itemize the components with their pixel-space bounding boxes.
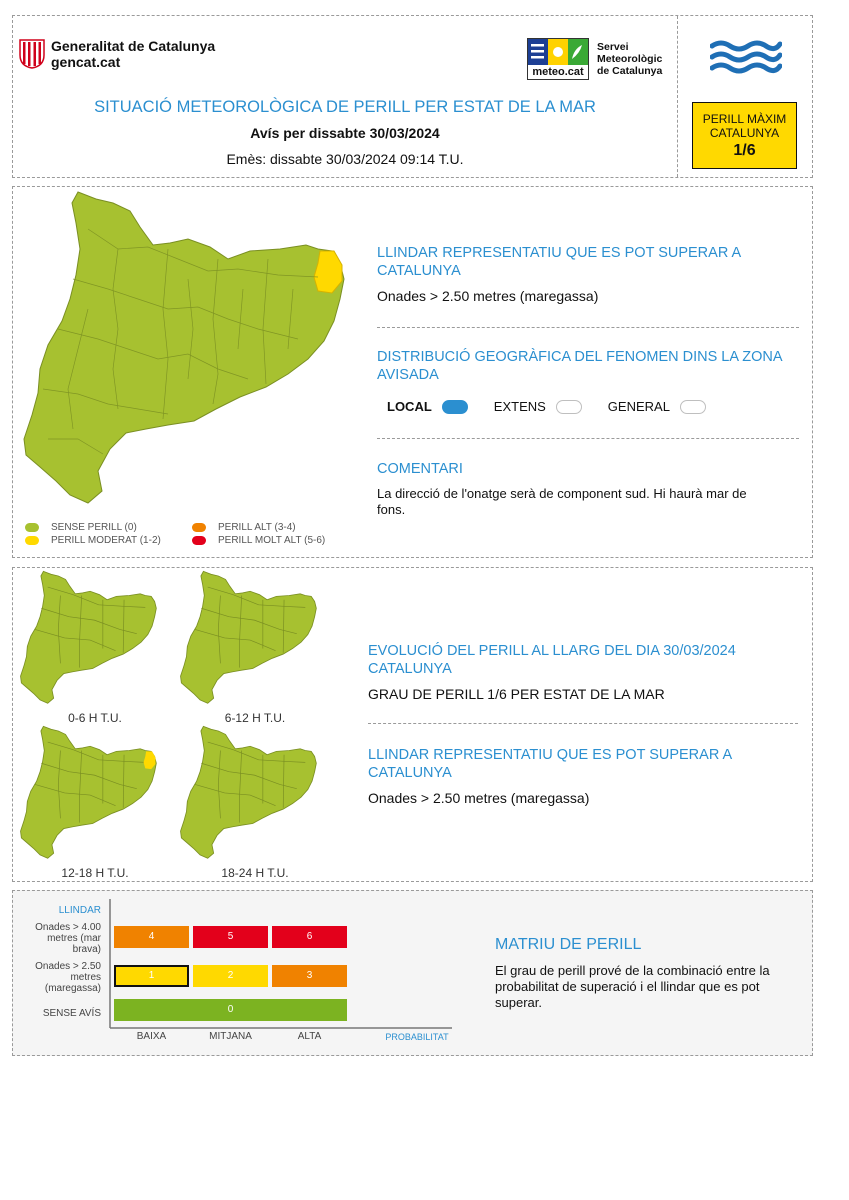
prob-axis-header: PROBABILITAT [385,1032,449,1042]
legend-none-label: SENSE PERILL (0) [51,522,137,533]
period-map[interactable] [18,570,158,708]
gencat-name: Generalitat de Catalunya [51,38,216,54]
legend-moderate [25,535,161,546]
evolution-threshold-text: Onades > 2.50 metres (maregassa) [368,790,590,806]
gencat-shield-icon [19,39,45,69]
toggle-general-label: GENERAL [607,399,670,414]
meteocat-brand: meteo.cat [532,66,584,78]
matrix-row-label-high: Onades > 4.00 metres (mar brava) [35,922,101,955]
matrix-text: El grau de perill prové de la combinació entre la probabilitat de superació i el llindar que es pot superar. [495,963,770,1010]
meteocat-logo[interactable] [527,38,662,80]
threshold-text: Onades > 2.50 metres (maregassa) [377,288,599,304]
max-danger-label: PERILL MÀXIM [702,112,787,126]
gencat-url: gencat.cat [51,54,121,70]
legend-high [192,522,296,533]
toggle-local-label: LOCAL [387,399,432,414]
prob-label-low: BAIXA [136,1031,167,1042]
matrix-llindar-header: LLINDAR [58,905,101,916]
page-title: SITUACIÓ METEOROLÒGICA DE PERILL PER ESTAT DE LA MAR [94,98,596,116]
meteocat-line2: Meteorològic [597,53,663,65]
matrix-cell-0: 0 [114,999,347,1021]
toggle-local[interactable] [387,399,468,414]
meteocat-badge [527,38,589,80]
sea-waves-icon [710,38,782,74]
matrix-cell-6: 6 [272,926,347,948]
max-danger-region: CATALUNYA [709,126,780,140]
period-label: 6-12 H T.U. [224,711,286,725]
matrix-cell-1-selected: 1 [114,965,189,987]
distribution-block [377,348,799,384]
period-label: 12-18 H T.U. [61,866,129,880]
period-map[interactable] [18,725,158,863]
evolution-text: GRAU DE PERILL 1/6 PER ESTAT DE LA MAR [368,686,665,702]
comment-block [377,460,799,518]
issued-time: Emès: dissabte 30/03/2024 09:14 T.U. [226,151,464,167]
meteocat-line1: Servei [597,41,629,53]
period-label: 0-6 H T.U. [68,711,122,725]
threshold-block [377,244,799,305]
toggle-extens-label: EXTENS [493,399,546,414]
comment-title: COMENTARI [377,461,463,477]
distribution-toggles [387,399,732,414]
toggle-extens[interactable] [494,399,582,414]
warning-date: Avís per dissabte 30/03/2024 [250,125,440,141]
legend-very-high [192,535,325,546]
legend-orange-swatch [192,523,206,532]
legend-very-high-label: PERILL MOLT ALT (5-6) [218,535,326,546]
weather-icons-icon [528,39,588,65]
matrix-cell-3: 3 [272,965,347,987]
meteocat-line3: de Catalunya [597,65,663,77]
evolution-threshold-title: LLINDAR REPRESENTATIU QUE ES POT SUPERAR A CATALUNYA [368,747,732,781]
distribution-title: DISTRIBUCIÓ GEOGRÀFICA DEL FENOMEN DINS LA ZONA AVISADA [377,349,782,383]
legend-green-swatch [25,523,39,532]
max-danger-box [692,102,797,169]
period-label: 18-24 H T.U. [221,866,289,880]
matrix-info-block [495,936,785,1011]
evolution-threshold-block [368,746,790,807]
matrix-cell-4: 4 [114,926,189,948]
prob-label-high: ALTA [297,1031,322,1042]
toggle-general[interactable] [608,399,706,414]
separator [377,327,799,328]
legend-moderate-label: PERILL MODERAT (1-2) [51,535,161,546]
period-map[interactable] [178,725,318,863]
toggle-local-switch[interactable] [442,400,468,414]
gencat-logo[interactable] [19,38,215,70]
evolution-section [12,567,813,882]
max-danger-value: 1/6 [733,142,756,159]
period-map[interactable] [178,570,318,708]
legend-none [25,522,137,533]
threshold-title: LLINDAR REPRESENTATIU QUE ES POT SUPERAR A CATALUNYA [377,245,741,279]
prob-label-mid: MITJANA [209,1031,252,1042]
matrix-title: MATRIU DE PERILL [495,936,642,953]
matrix-row-label-none: SENSE AVÍS [42,1008,101,1019]
toggle-general-switch[interactable] [680,400,706,414]
map-section [12,186,813,558]
matrix-section [12,890,813,1056]
header-panel [12,15,813,178]
comment-text: La direcció de l'onatge serà de component sud. Hi haurà mar de fons. [377,486,747,517]
evolution-title: EVOLUCIÓ DEL PERILL AL LLARG DEL DIA 30/03/2024 CATALUNYA [368,643,736,677]
matrix-cell-2: 2 [193,965,268,987]
header-divider [677,16,678,177]
matrix-row-label-mid: Onades > 2.50 metres (maregassa) [35,961,101,994]
toggle-extens-switch[interactable] [556,400,582,414]
separator [368,723,798,724]
evolution-block [368,642,790,703]
separator [377,438,799,439]
catalonia-danger-map[interactable] [18,189,348,514]
legend-red-swatch [192,536,206,545]
matrix-cell-5: 5 [193,926,268,948]
legend-yellow-swatch [25,536,39,545]
legend-high-label: PERILL ALT (3-4) [218,522,296,533]
